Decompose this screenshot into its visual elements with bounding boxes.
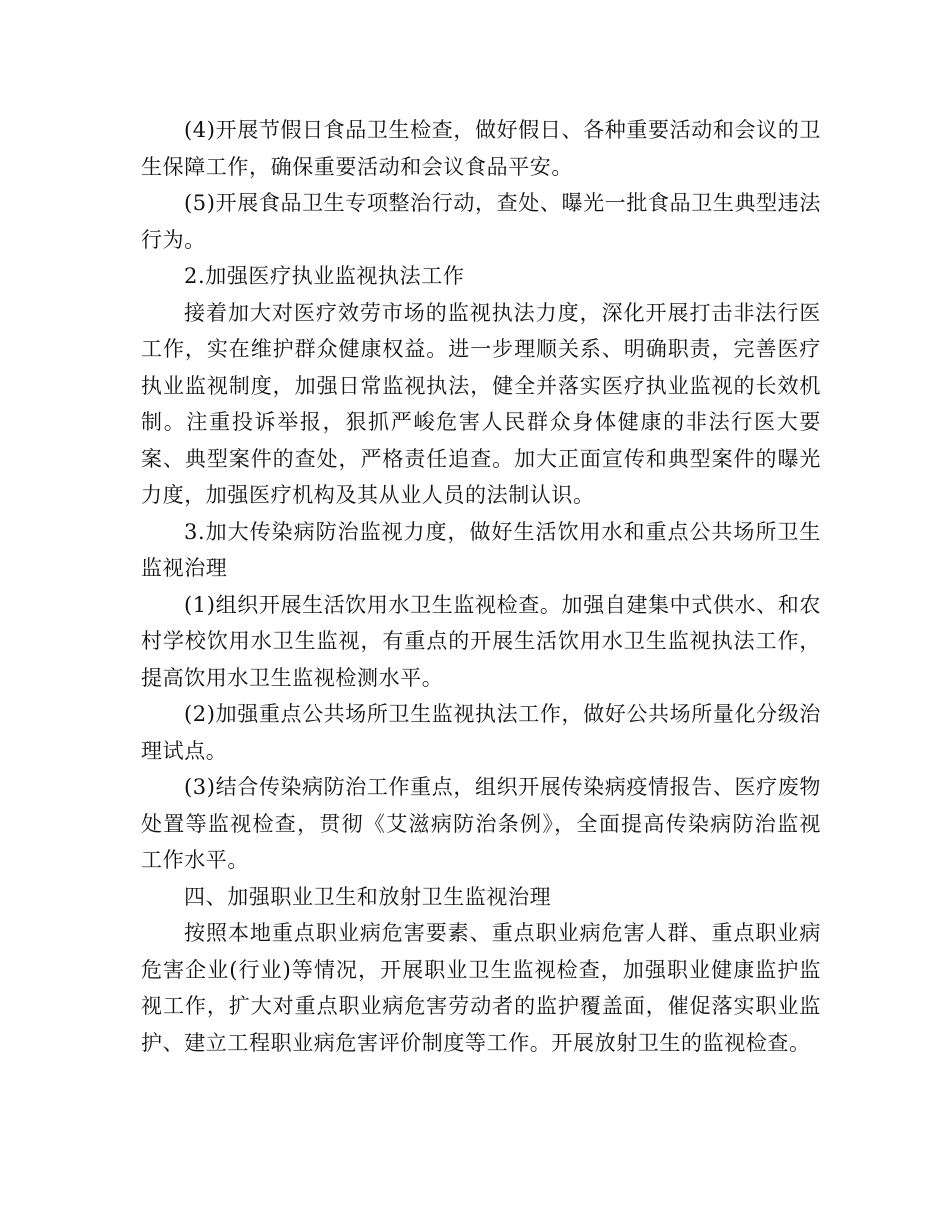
- paragraph-infectious-disease: (3)结合传染病防治工作重点，组织开展传染病疫情报告、医疗废物处置等监视检查，贯彻《艾滋病防治条例》，全面提高传染病防治监视工作水平。: [141, 775, 821, 872]
- heading-medical-supervision: 2.加强医疗执业监视执法工作: [184, 264, 465, 288]
- paragraph-drinking-water: (1)组织开展生活饮用水卫生监视检查。加强自建集中式供水、和农村学校饮用水卫生监视，有重点的开展生活饮用水卫生监视执法工作，提高饮用水卫生监视检测水平。: [141, 592, 821, 690]
- paragraph-food-special-rectification: (5)开展食品卫生专项整治行动，查处、曝光一批食品卫生典型违法行为。: [141, 191, 821, 252]
- paragraph-medical-supervision: 接着加大对医疗效劳市场的监视执法力度，深化开展打击非法行医工作，实在维护群众健康权益。进一步理顺关系、明确职责，完善医疗执业监视制度，加强日常监视执法，健全并落实医疗执业监视的长效机制。注重投诉举报，狠抓严峻危害人民群众身体健康的非法行医大要案、典型案件的查处，严格责任追查。加大正面宣传和典型案件的曝光力度，加强医疗机构及其从业人员的法制认识。: [141, 300, 821, 507]
- paragraph-public-places: (2)加强重点公共场所卫生监视执法工作，做好公共场所量化分级治理试点。: [141, 702, 821, 763]
- paragraph-food-holiday-inspection: (4)开展节假日食品卫生检查，做好假日、各种重要活动和会议的卫生保障工作，确保重要活动和会议食品平安。: [141, 118, 821, 179]
- document-body: [141, 112, 821, 1061]
- heading-occupational-health: 四、加强职业卫生和放射卫生监视治理: [184, 884, 552, 909]
- heading-infectious-disease-supervision: 3.加大传染病防治监视力度，做好生活饮用水和重点公共场所卫生监视治理: [141, 519, 821, 580]
- paragraph-occupational-health: 按照本地重点职业病危害要素、重点职业病危害人群、重点职业病危害企业(行业)等情况，开展职业卫生监视检查，加强职业健康监护监视工作，扩大对重点职业病危害劳动者的监护覆盖面，催促落实职业监护、建立工程职业病危害评价制度等工作。开展放射卫生的监视检查。: [141, 921, 821, 1055]
